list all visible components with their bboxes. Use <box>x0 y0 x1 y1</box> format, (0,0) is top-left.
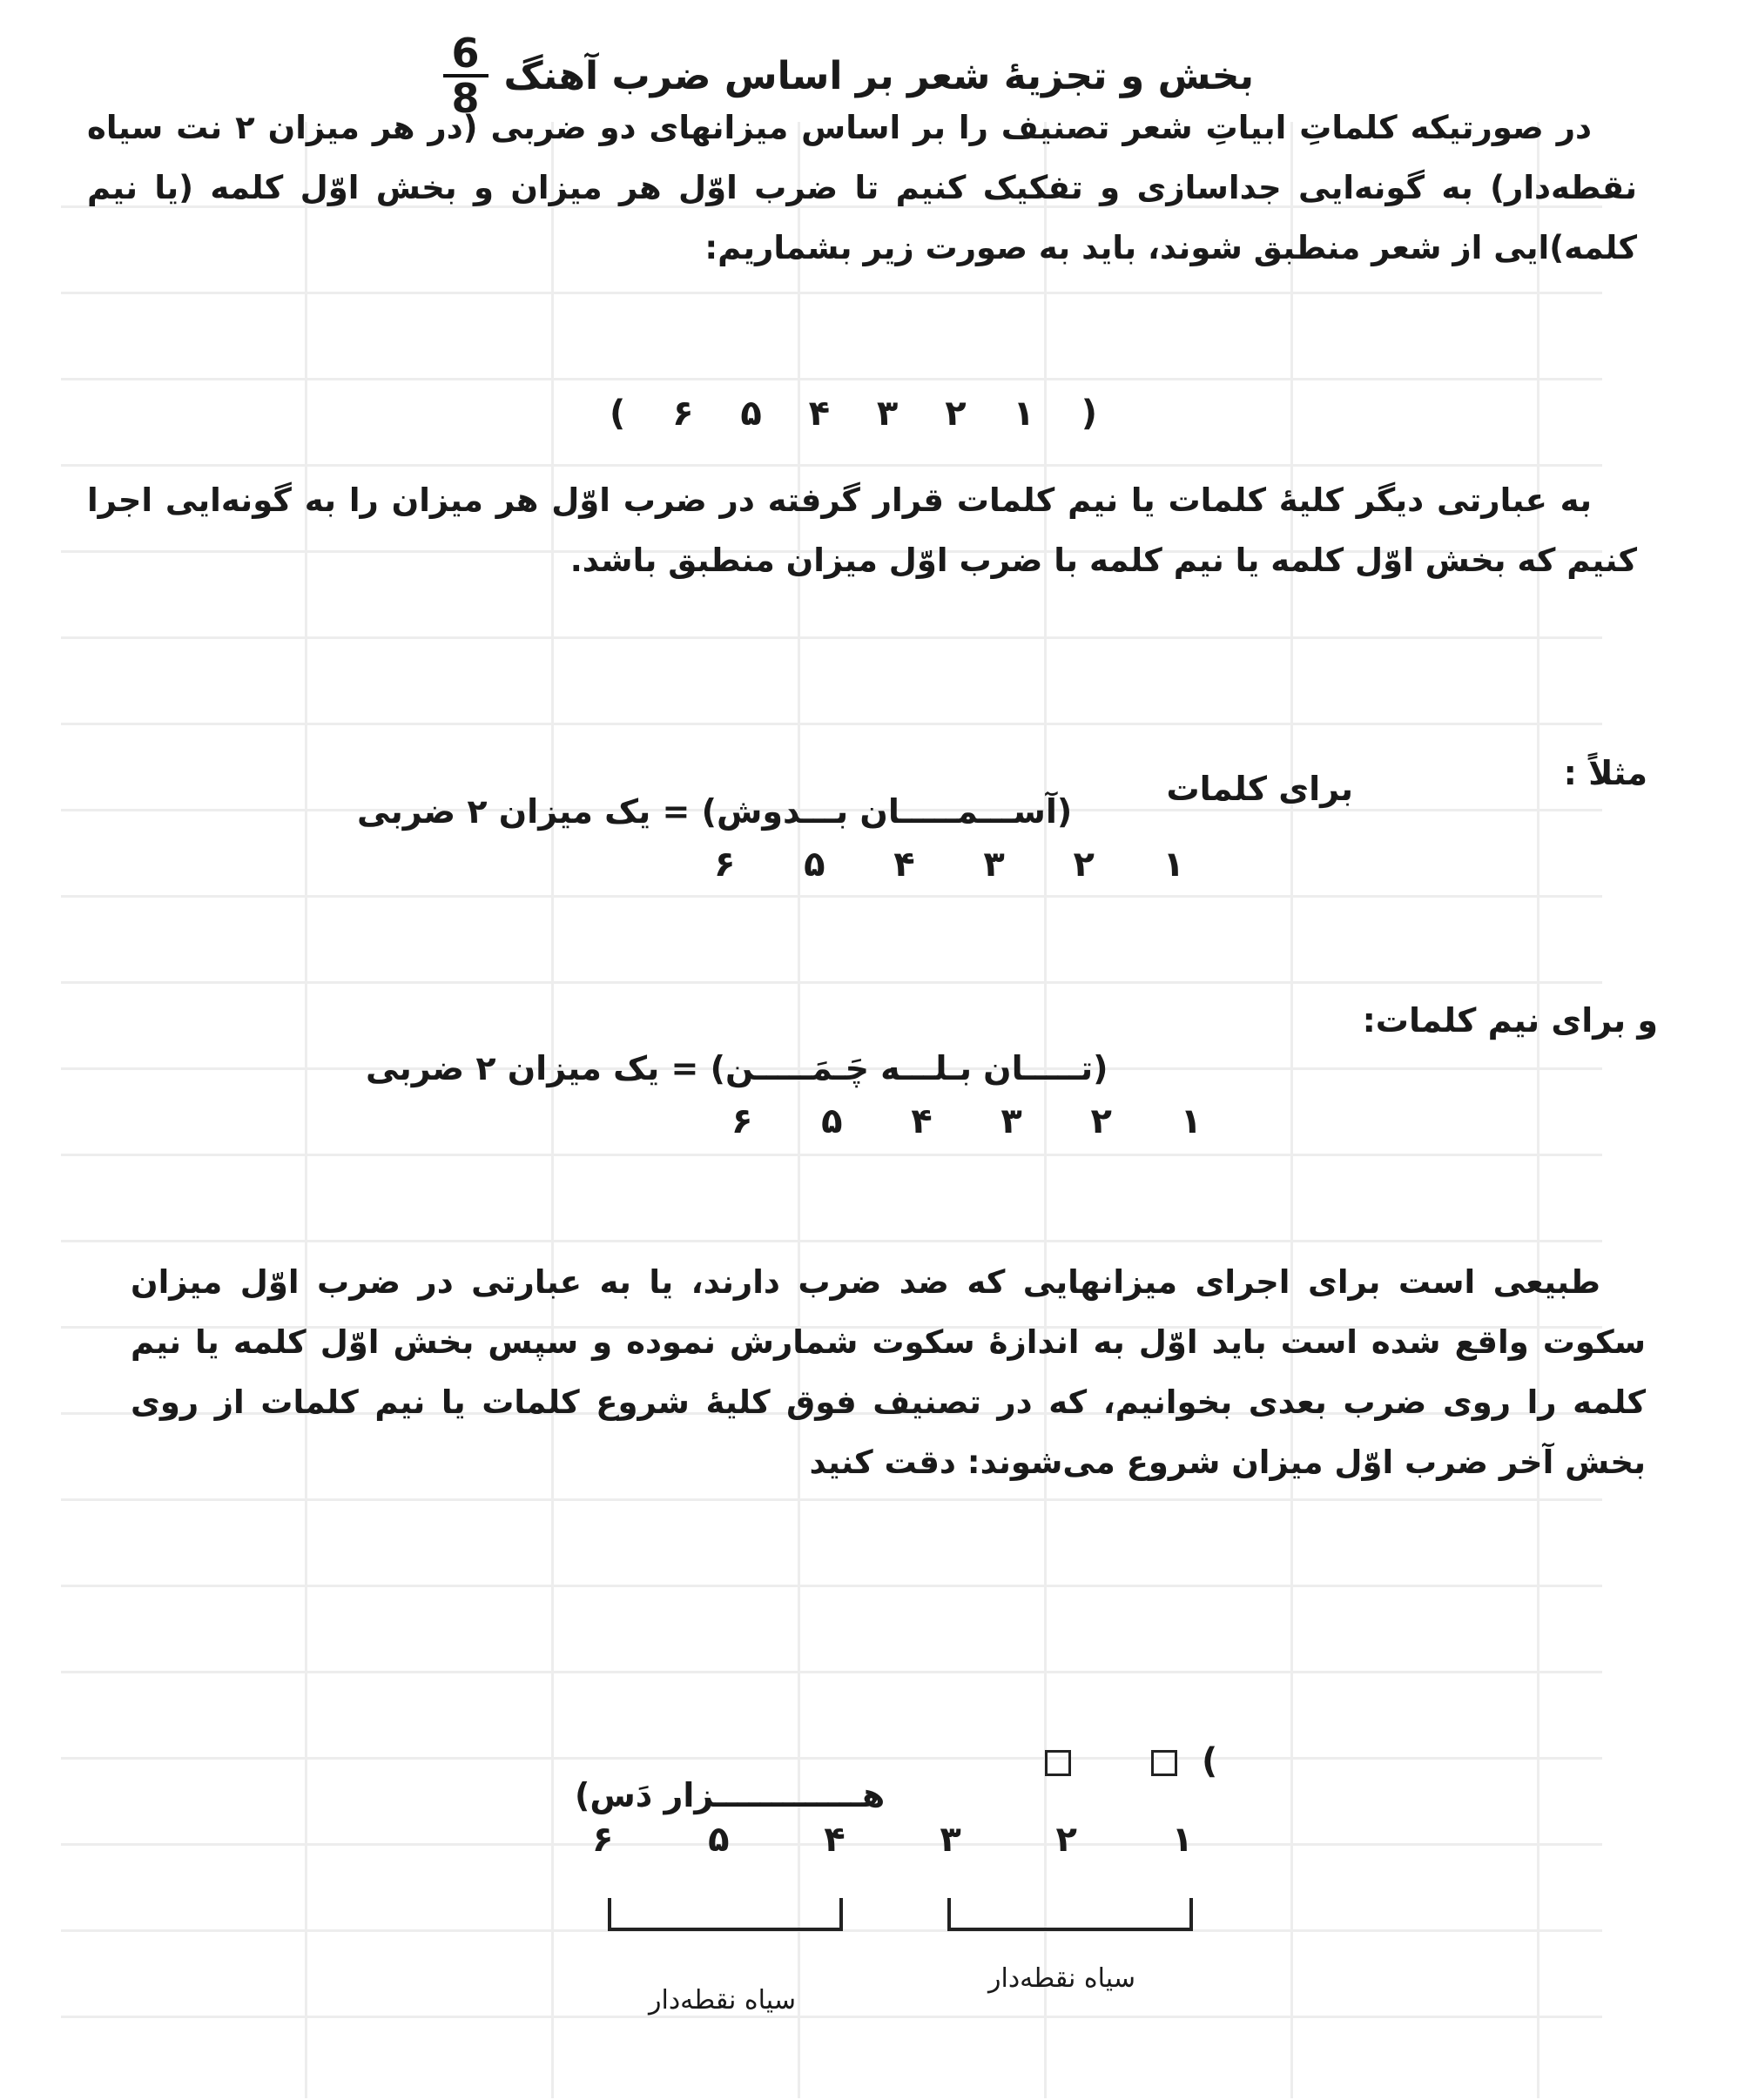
example-2-label: و برای نیم کلمات: <box>1362 1001 1658 1040</box>
count-number: ۶ <box>592 1820 614 1860</box>
example-2-phrase: (تـــــان بـلـــه چَـمَـــــن) <box>710 1049 1108 1087</box>
empty-note-box <box>1151 1750 1177 1776</box>
example-1-count <box>714 845 1184 885</box>
example-2-line <box>366 1049 1108 1087</box>
paragraph-3 <box>131 1252 1646 1492</box>
beat-group-bracket-right <box>947 1898 1193 1931</box>
count-number: ۵ <box>804 845 825 885</box>
time-signature-numerator: 6 <box>443 32 488 77</box>
count-number: ۱ <box>1013 394 1034 434</box>
count-number: ۳ <box>983 845 1005 885</box>
diagram-count <box>592 1820 1193 1860</box>
example-2-count <box>731 1101 1202 1141</box>
count-number: ۲ <box>1055 1820 1077 1860</box>
example-1-label: برای کلمات <box>1166 770 1353 808</box>
count-number: ۱ <box>1171 1820 1193 1860</box>
count-number: ۶ <box>672 394 694 434</box>
count-number: ۴ <box>824 1820 846 1860</box>
example-1-line <box>357 792 1072 831</box>
bracket-label-left: سیاه نقطه‌دار <box>649 1985 796 2016</box>
count-number: ۲ <box>1090 1101 1112 1141</box>
count-number: ۵ <box>821 1101 843 1141</box>
count-number: ۲ <box>1073 845 1095 885</box>
paragraph-1-text: در صورتیکه کلماتِ ابیاتِ شعر تصنیف را بر اساس میزانهای دو ضربی (در هر میزان ۲ نت سیاه نقطه‌دار) به گونه‌ایی جداسازی و تفکیک کنیم تا ضرب اوّل هر میزان و بخش اوّل کلمه (یا نیم کلمه)ایی از شعر منطبق شوند، باید به صورت زیر بشماریم: <box>87 109 1637 266</box>
count-number: ۱ <box>1180 1101 1202 1141</box>
diagram-open-paren: ( <box>1202 1741 1218 1781</box>
count-number: ۶ <box>731 1101 753 1141</box>
count-number: ۶ <box>714 845 736 885</box>
count-number: ۵ <box>740 394 762 434</box>
count-number: ۱ <box>1162 845 1184 885</box>
example-1-equals: = یک میزان ۲ ضربی <box>357 792 691 831</box>
count-number: ۲ <box>945 394 967 434</box>
paragraph-2 <box>87 470 1637 590</box>
bracket-label-right: سیاه نقطه‌دار <box>988 1963 1135 1994</box>
paragraph-1 <box>87 98 1637 278</box>
beat-group-bracket-left <box>608 1898 843 1931</box>
empty-note-box <box>1045 1750 1071 1776</box>
count-number: ۵ <box>708 1820 730 1860</box>
example-1-phrase: (آســـمـــــان بـــدوش) <box>701 792 1073 831</box>
paragraph-3-text: طبیعی است برای اجرای میزانهایی که ضد ضرب دارند، یا به عبارتی در ضرب اوّل میزان سکوت واقع شده است باید اوّل به اندازهٔ سکوت شمارش نموده و سپس بخش اوّل کلمه یا نیم کلمه را روی ضرب بعدی بخوانیم، که در تصنیف فوق کلیهٔ شروع کلمات یا نیم کلمات از روی بخش آخر ضرب اوّل میزان شروع می‌شوند: دقت کنید <box>131 1263 1646 1481</box>
count-number: ۴ <box>808 394 831 434</box>
example-2-equals: = یک میزان ۲ ضربی <box>366 1049 699 1087</box>
count-number: ۳ <box>940 1820 961 1860</box>
count-number: ۳ <box>1001 1101 1022 1141</box>
time-signature-denominator: 8 <box>451 75 480 122</box>
count-number: ۴ <box>893 845 915 885</box>
title-text: بخش و تجزیهٔ شعر بر اساس ضرب آهنگ <box>503 53 1254 98</box>
example-prefix: مثلاً : <box>1563 754 1647 792</box>
count-number: ۳ <box>876 394 899 434</box>
count-open: ( <box>1081 394 1097 434</box>
count-close: ) <box>610 394 626 434</box>
diagram-phrase: هـــــــــــــزار دَس) <box>575 1776 886 1814</box>
count-number: ۴ <box>911 1101 933 1141</box>
paragraph-2-text: به عبارتی دیگر کلیهٔ کلمات یا نیم کلمات قرار گرفته در ضرب اوّل هر میزان را به گونه‌ایی اجرا کنیم که بخش اوّل کلمه یا نیم کلمه با ضرب اوّل میزان منطبق باشد. <box>87 481 1637 579</box>
count-line-1 <box>610 394 1097 434</box>
